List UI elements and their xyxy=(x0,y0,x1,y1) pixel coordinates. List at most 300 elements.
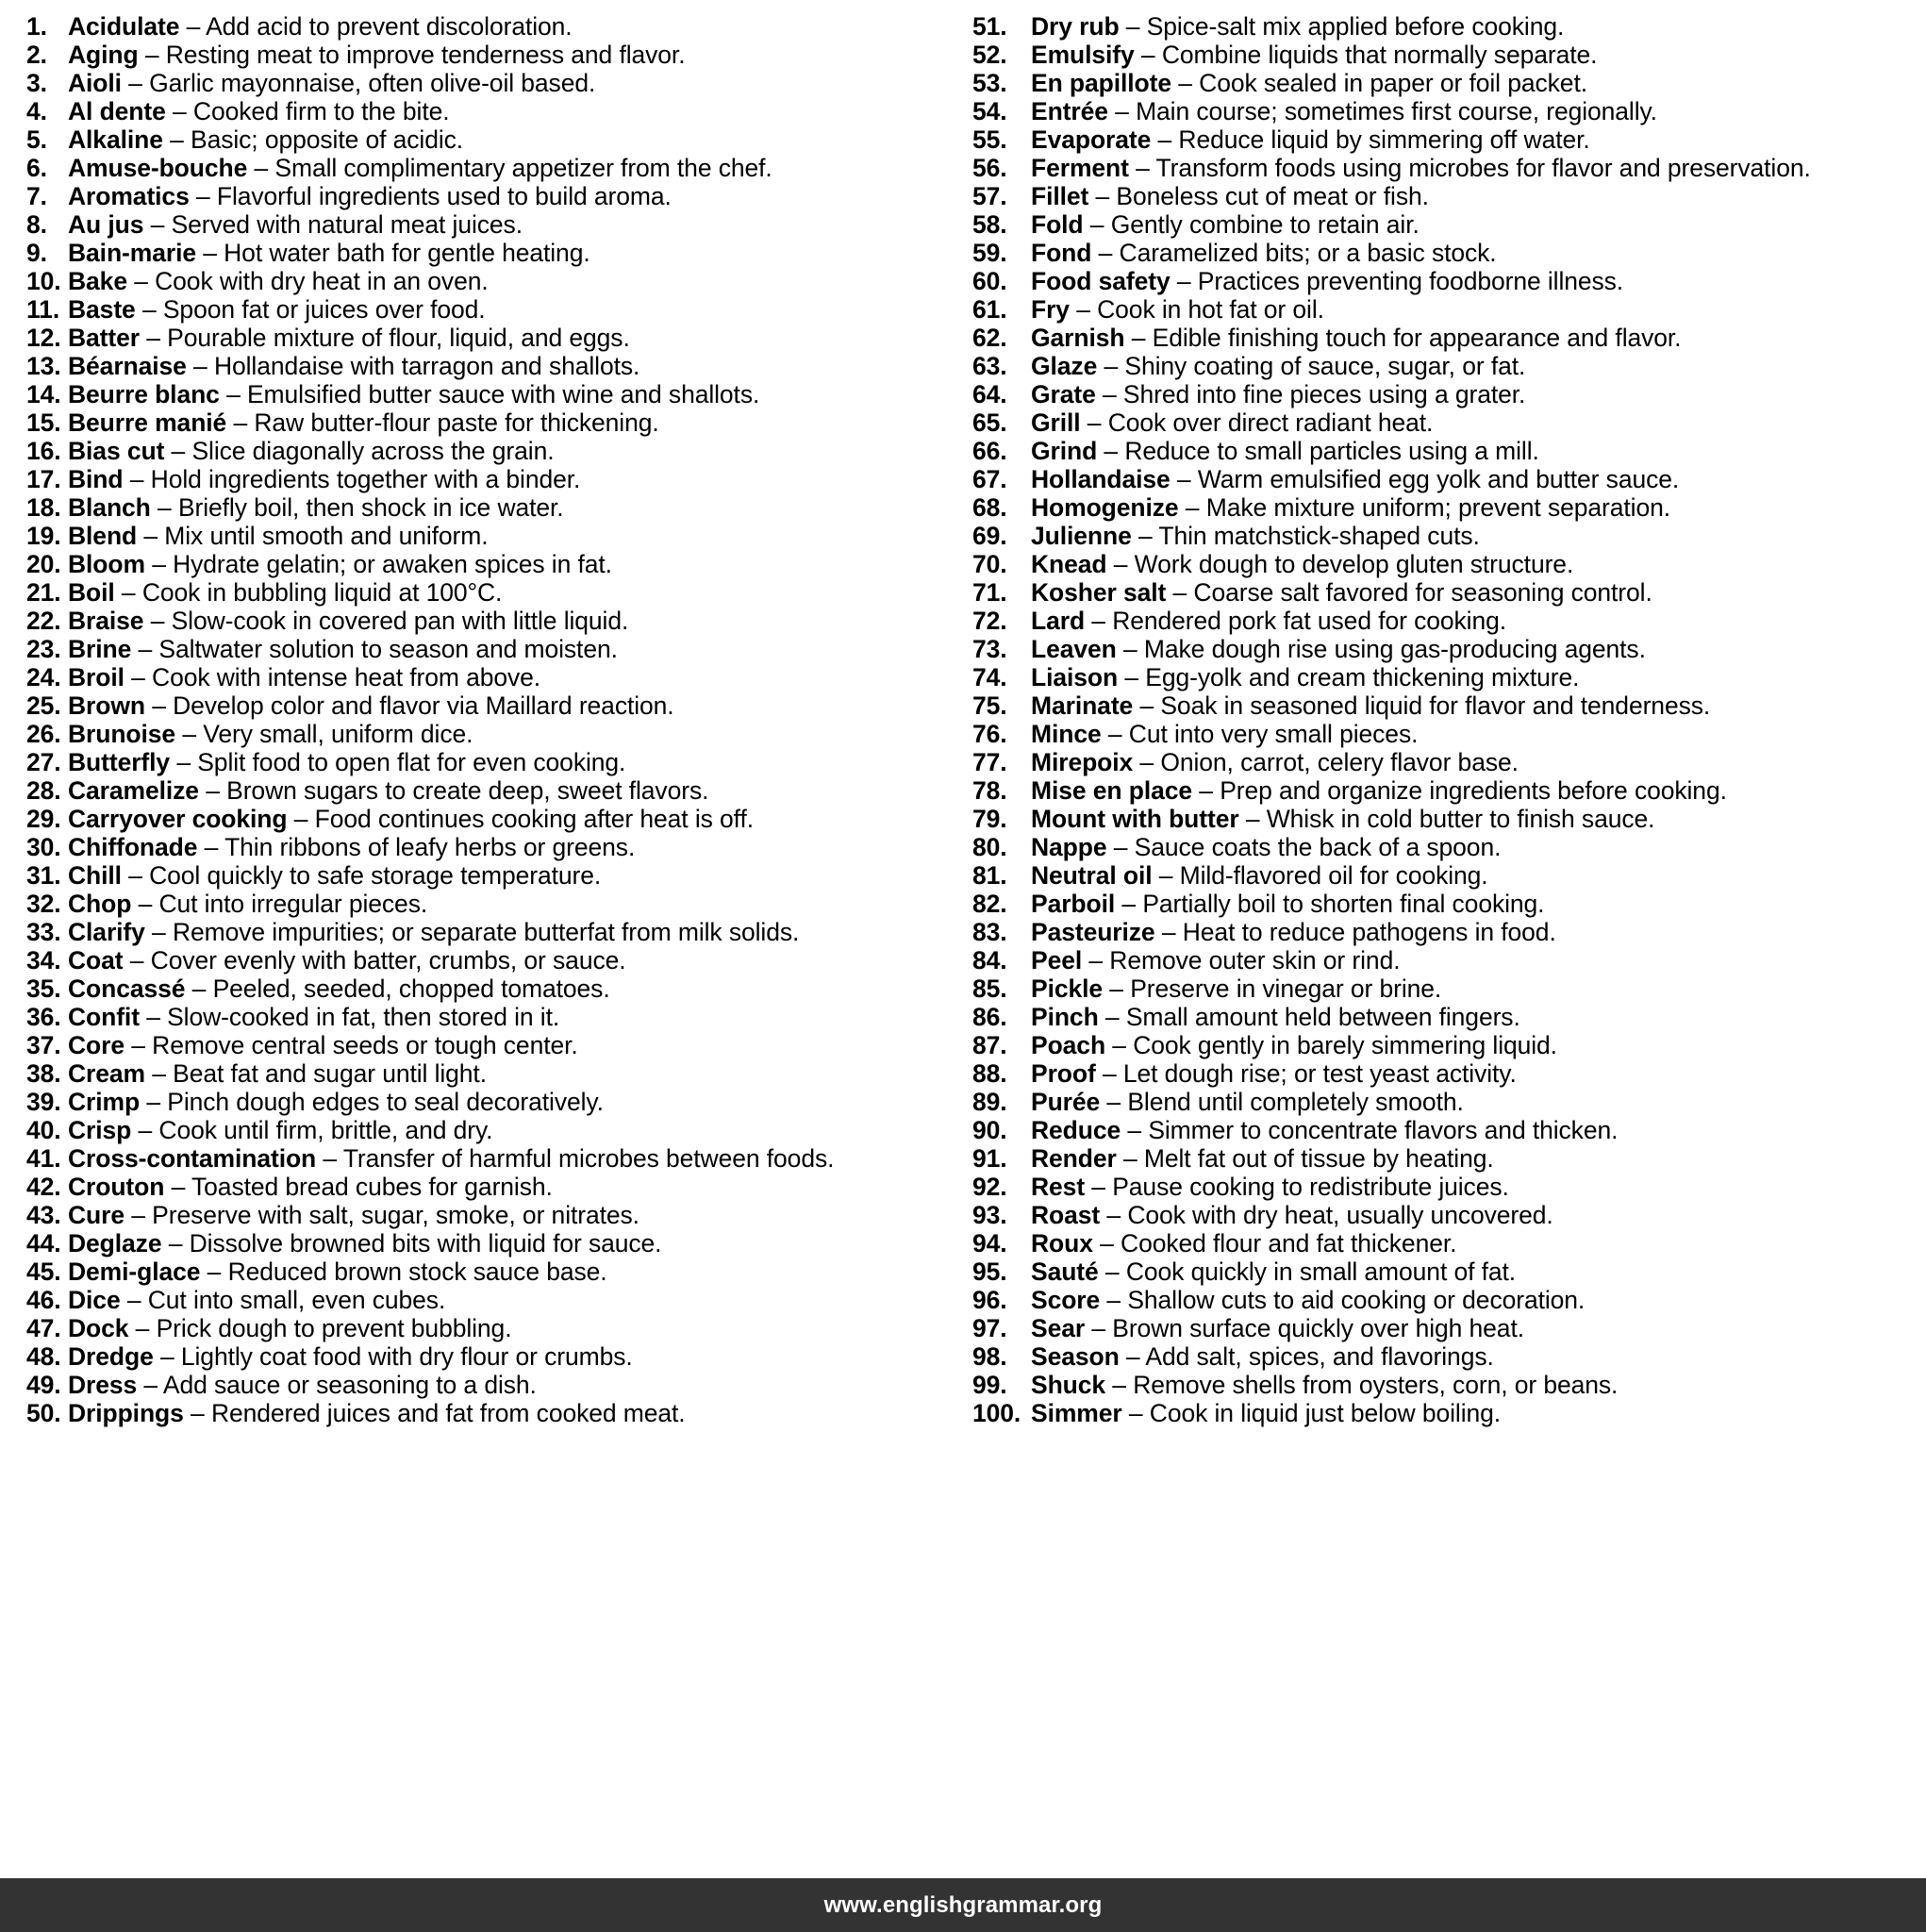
glossary-item-definition: Cooked firm to the bite. xyxy=(192,97,450,125)
glossary-item-body xyxy=(68,1173,553,1201)
glossary-item-definition: Very small, uniform dice. xyxy=(203,720,473,748)
glossary-item-number: 42. xyxy=(26,1173,61,1201)
glossary-item xyxy=(26,1257,948,1286)
glossary-item-number: 3. xyxy=(26,69,47,97)
glossary-item-dash: – xyxy=(1128,154,1156,182)
glossary-item-body xyxy=(68,890,427,918)
footer-bar xyxy=(0,1878,1926,1932)
glossary-item-body xyxy=(1031,210,1420,239)
glossary-item xyxy=(972,805,1926,833)
glossary-item-term: Au jus xyxy=(68,210,144,239)
glossary-item-number: 82. xyxy=(972,890,1007,918)
glossary-item-definition: Blend until completely smooth. xyxy=(1127,1088,1464,1116)
glossary-item-number: 40. xyxy=(26,1116,61,1144)
glossary-item xyxy=(972,663,1926,691)
glossary-item-body xyxy=(68,1229,661,1257)
glossary-item-term: Béarnaise xyxy=(68,352,187,380)
glossary-item-number: 96. xyxy=(972,1286,1007,1314)
glossary-item-dash: – xyxy=(150,493,178,522)
glossary-item-term: Coat xyxy=(68,946,124,974)
glossary-item-dash: – xyxy=(1154,918,1183,946)
glossary-item-number: 88. xyxy=(972,1059,1007,1088)
glossary-item-term: Drippings xyxy=(68,1399,184,1427)
glossary-item-body xyxy=(68,1031,578,1059)
glossary-item-dash: – xyxy=(165,97,193,125)
glossary-item-number: 53. xyxy=(972,69,1007,97)
glossary-item-dash: – xyxy=(1085,1314,1113,1342)
glossary-item-definition: Flavorful ingredients used to build aroma. xyxy=(216,182,672,210)
glossary-item-term: Nappe xyxy=(1031,833,1107,861)
glossary-item-term: Reduce xyxy=(1031,1116,1121,1144)
glossary-item-definition: Cook until firm, brittle, and dry. xyxy=(158,1116,493,1144)
glossary-item xyxy=(972,408,1926,437)
glossary-item xyxy=(26,550,948,578)
glossary-item-definition: Reduced brown stock sauce base. xyxy=(227,1257,607,1286)
glossary-item-term: Garnish xyxy=(1031,324,1125,352)
glossary-item-number: 100. xyxy=(972,1399,1021,1427)
glossary-item xyxy=(26,607,948,635)
glossary-item-body xyxy=(68,1003,559,1031)
glossary-item-body xyxy=(1031,890,1544,918)
glossary-item-term: Butterfly xyxy=(68,748,171,776)
glossary-item-term: Knead xyxy=(1031,550,1107,578)
glossary-item-definition: Food continues cooking after heat is off. xyxy=(314,805,754,833)
glossary-item xyxy=(972,1257,1926,1286)
glossary-item-term: Julienne xyxy=(1031,522,1132,550)
glossary-item-dash: – xyxy=(1100,1201,1128,1229)
glossary-item-number: 84. xyxy=(972,946,1007,974)
glossary-item-body xyxy=(1031,1088,1464,1116)
glossary-item-term: Brunoise xyxy=(68,720,176,748)
glossary-item-term: Bias cut xyxy=(68,437,165,465)
glossary-item-number: 36. xyxy=(26,1003,61,1031)
glossary-item-number: 38. xyxy=(26,1059,61,1088)
glossary-item-definition: Cook quickly in small amount of fat. xyxy=(1125,1257,1517,1286)
glossary-item-definition: Boneless cut of meat or fish. xyxy=(1116,182,1429,210)
glossary-item-number: 43. xyxy=(26,1201,61,1229)
glossary-item-number: 55. xyxy=(972,125,1007,154)
glossary-item-number: 98. xyxy=(972,1342,1007,1371)
glossary-item-dash: – xyxy=(1133,748,1161,776)
glossary-item-definition: Slow-cook in covered pan with little liquid. xyxy=(171,607,629,635)
glossary-item-number: 15. xyxy=(26,408,61,437)
glossary-item-definition: Cook sealed in paper or foil packet. xyxy=(1199,69,1587,97)
glossary-item-dash: – xyxy=(153,1342,181,1371)
glossary-item-body xyxy=(1031,352,1525,380)
glossary-item-body xyxy=(1031,69,1587,97)
glossary-item-body xyxy=(68,1399,686,1427)
glossary-item-body xyxy=(68,1286,445,1314)
glossary-item-number: 28. xyxy=(26,776,61,805)
glossary-item-definition: Rendered pork fat used for cooking. xyxy=(1112,607,1507,635)
glossary-item xyxy=(972,295,1926,324)
glossary-item-term: Sauté xyxy=(1031,1257,1099,1286)
glossary-item-definition: Preserve in vinegar or brine. xyxy=(1130,974,1442,1003)
glossary-item-term: Fond xyxy=(1031,239,1092,267)
glossary-item-number: 22. xyxy=(26,607,61,635)
glossary-item-body xyxy=(1031,833,1501,861)
glossary-item xyxy=(972,154,1926,182)
glossary-item-number: 39. xyxy=(26,1088,61,1116)
glossary-item-dash: – xyxy=(124,1201,153,1229)
glossary-item-body xyxy=(1031,1144,1494,1173)
glossary-item-term: Al dente xyxy=(68,97,166,125)
glossary-item-definition: Thin ribbons of leafy herbs or greens. xyxy=(224,833,636,861)
glossary-item-body xyxy=(68,352,639,380)
glossary-item-term: Amuse-bouche xyxy=(68,154,248,182)
glossary-item-body xyxy=(68,691,674,720)
glossary-item-dash: – xyxy=(1178,493,1206,522)
glossary-item-body xyxy=(68,210,523,239)
glossary-item-definition: Sauce coats the back of a spoon. xyxy=(1134,833,1502,861)
glossary-item xyxy=(972,352,1926,380)
glossary-item-dash: – xyxy=(170,748,198,776)
glossary-item-term: Aromatics xyxy=(68,182,190,210)
glossary-item-term: Score xyxy=(1031,1286,1101,1314)
glossary-item-dash: – xyxy=(137,522,165,550)
glossary-item-term: Lard xyxy=(1031,607,1086,635)
glossary-item xyxy=(26,1371,948,1399)
glossary-item-definition: Prep and organize ingredients before cooking. xyxy=(1220,776,1727,805)
glossary-item-definition: Resting meat to improve tenderness and flavor. xyxy=(165,41,686,69)
glossary-item-term: Dry rub xyxy=(1031,12,1120,41)
glossary-item-body xyxy=(1031,408,1433,437)
glossary-item xyxy=(972,578,1926,607)
glossary-item-number: 23. xyxy=(26,635,61,663)
glossary-item-body xyxy=(1031,663,1579,691)
glossary-item-number: 62. xyxy=(972,324,1007,352)
glossary-item-body xyxy=(1031,380,1525,408)
glossary-item-dash: – xyxy=(124,1031,153,1059)
glossary-item xyxy=(26,1201,948,1229)
glossary-item-dash: – xyxy=(287,805,315,833)
glossary-item-definition: Shallow cuts to aid cooking or decoration. xyxy=(1127,1286,1586,1314)
glossary-item-dash: – xyxy=(131,635,159,663)
glossary-item-definition: Onion, carrot, celery flavor base. xyxy=(1160,748,1519,776)
glossary-item-dash: – xyxy=(1105,1371,1134,1399)
glossary-item-definition: Hydrate gelatin; or awaken spices in fat. xyxy=(173,550,612,578)
glossary-item-definition: Cut into small, even cubes. xyxy=(147,1286,446,1314)
glossary-item-definition: Thin matchstick-shaped cuts. xyxy=(1158,522,1480,550)
glossary-item xyxy=(26,720,948,748)
glossary-item-number: 16. xyxy=(26,437,61,465)
glossary-item-dash: – xyxy=(189,182,217,210)
glossary-item-body xyxy=(1031,1257,1516,1286)
glossary-item-dash: – xyxy=(1100,1286,1128,1314)
glossary-item-dash: – xyxy=(120,1286,148,1314)
glossary-item-dash: – xyxy=(1098,1257,1126,1286)
glossary-item-definition: Caramelized bits; or a basic stock. xyxy=(1119,239,1497,267)
glossary-item-definition: Warm emulsified egg yolk and butter sauce. xyxy=(1197,465,1680,493)
glossary-item-number: 8. xyxy=(26,210,47,239)
glossary-item xyxy=(26,210,948,239)
glossary-item-definition: Mild-flavored oil for cooking. xyxy=(1179,861,1488,890)
glossary-item xyxy=(26,776,948,805)
glossary-item-number: 26. xyxy=(26,720,61,748)
glossary-item-definition: Slow-cooked in fat, then stored in it. xyxy=(167,1003,560,1031)
glossary-item-term: Evaporate xyxy=(1031,125,1152,154)
glossary-item-definition: Spoon fat or juices over food. xyxy=(162,295,486,324)
glossary-item xyxy=(972,890,1926,918)
glossary-item-number: 67. xyxy=(972,465,1007,493)
glossary-item xyxy=(26,437,948,465)
glossary-item-number: 7. xyxy=(26,182,47,210)
glossary-column-left xyxy=(0,0,948,1427)
glossary-item-number: 94. xyxy=(972,1229,1007,1257)
glossary-item-body xyxy=(1031,437,1539,465)
glossary-item xyxy=(26,182,948,210)
glossary-item-dash: – xyxy=(1082,946,1110,974)
glossary-item-body xyxy=(1031,607,1506,635)
glossary-item-dash: – xyxy=(1101,720,1129,748)
glossary-item-body xyxy=(68,946,626,974)
glossary-item-body xyxy=(1031,125,1590,154)
glossary-item-term: Brown xyxy=(68,691,145,720)
glossary-item-dash: – xyxy=(1121,1399,1150,1427)
glossary-item-body xyxy=(68,805,754,833)
glossary-item xyxy=(26,522,948,550)
glossary-item-dash: – xyxy=(1118,663,1146,691)
glossary-item-definition: Raw butter-flour paste for thickening. xyxy=(254,408,659,437)
glossary-item xyxy=(26,946,948,974)
glossary-item xyxy=(972,1201,1926,1229)
glossary-item-body xyxy=(68,267,489,295)
glossary-item-body xyxy=(68,12,573,41)
glossary-item xyxy=(26,1144,948,1173)
glossary-item-number: 73. xyxy=(972,635,1007,663)
glossary-item-term: Acidulate xyxy=(68,12,180,41)
glossary-item-dash: – xyxy=(1151,125,1179,154)
glossary-item-definition: Main course; sometimes first course, regionally. xyxy=(1136,97,1657,125)
glossary-item-number: 41. xyxy=(26,1144,61,1173)
glossary-item-dash: – xyxy=(1080,408,1108,437)
glossary-item-definition: Dissolve browned bits with liquid for sauce. xyxy=(189,1229,662,1257)
glossary-item-definition: Add sauce or seasoning to a dish. xyxy=(162,1371,537,1399)
glossary-item-dash: – xyxy=(135,295,163,324)
glossary-item-definition: Prick dough to prevent bubbling. xyxy=(156,1314,512,1342)
glossary-item-number: 77. xyxy=(972,748,1007,776)
glossary-item xyxy=(26,154,948,182)
glossary-list-left xyxy=(26,12,948,1427)
glossary-item-number: 27. xyxy=(26,748,61,776)
glossary-item xyxy=(26,918,948,946)
glossary-item-definition: Cut into very small pieces. xyxy=(1128,720,1419,748)
glossary-item-number: 83. xyxy=(972,918,1007,946)
glossary-item-number: 81. xyxy=(972,861,1007,890)
glossary-item xyxy=(26,1116,948,1144)
glossary-item-term: Grill xyxy=(1031,408,1081,437)
glossary-item-number: 25. xyxy=(26,691,61,720)
glossary-item-number: 29. xyxy=(26,805,61,833)
glossary-item xyxy=(972,607,1926,635)
glossary-item-dash: – xyxy=(137,1371,163,1399)
glossary-item-term: Roast xyxy=(1031,1201,1101,1229)
glossary-item-term: Grate xyxy=(1031,380,1096,408)
glossary-item-body xyxy=(1031,918,1556,946)
glossary-item-term: Peel xyxy=(1031,946,1083,974)
glossary-item-dash: – xyxy=(1098,1003,1126,1031)
glossary-item xyxy=(972,125,1926,154)
glossary-item-body xyxy=(68,493,564,522)
glossary-item-term: Blend xyxy=(68,522,138,550)
glossary-item-term: Caramelize xyxy=(68,776,199,805)
glossary-item xyxy=(972,974,1926,1003)
glossary-item-dash: – xyxy=(1192,776,1220,805)
glossary-item-term: Pasteurize xyxy=(1031,918,1155,946)
glossary-item xyxy=(26,890,948,918)
glossary-item xyxy=(972,69,1926,97)
glossary-item xyxy=(972,1088,1926,1116)
glossary-item-body xyxy=(68,918,799,946)
glossary-item-dash: – xyxy=(162,125,191,154)
glossary-item xyxy=(972,210,1926,239)
glossary-item xyxy=(972,946,1926,974)
glossary-item-dash: – xyxy=(1085,607,1113,635)
glossary-item-body xyxy=(68,1257,607,1286)
glossary-item-term: Shuck xyxy=(1031,1371,1106,1399)
glossary-item xyxy=(972,12,1926,41)
glossary-item-dash: – xyxy=(1095,380,1123,408)
glossary-item-number: 19. xyxy=(26,522,61,550)
glossary-item-dash: – xyxy=(316,1144,343,1173)
glossary-item-term: Glaze xyxy=(1031,352,1098,380)
glossary-item-number: 9. xyxy=(26,239,47,267)
glossary-item-body xyxy=(1031,974,1441,1003)
glossary-item-term: Demi-glace xyxy=(68,1257,201,1286)
glossary-item-term: Pinch xyxy=(1031,1003,1099,1031)
glossary-item-term: Sear xyxy=(1031,1314,1086,1342)
glossary-item-body xyxy=(68,776,708,805)
glossary-item-dash: – xyxy=(179,12,207,41)
glossary-item-body xyxy=(68,1201,639,1229)
glossary-item-term: Core xyxy=(68,1031,125,1059)
glossary-item-number: 72. xyxy=(972,607,1007,635)
glossary-item-dash: – xyxy=(1152,861,1180,890)
glossary-item-term: Parboil xyxy=(1031,890,1116,918)
glossary-item-definition: Coarse salt favored for seasoning control. xyxy=(1193,578,1652,607)
glossary-item-definition: Work dough to develop gluten structure. xyxy=(1134,550,1574,578)
glossary-item-body xyxy=(1031,1314,1524,1342)
glossary-item-number: 57. xyxy=(972,182,1007,210)
glossary-item-number: 34. xyxy=(26,946,61,974)
glossary-item xyxy=(972,97,1926,125)
glossary-item-dash: – xyxy=(226,408,255,437)
glossary-item-definition: Cool quickly to safe storage temperature. xyxy=(149,861,602,890)
glossary-item-term: Dice xyxy=(68,1286,121,1314)
glossary-item-dash: – xyxy=(1069,295,1098,324)
glossary-item-definition: Pinch dough edges to seal decoratively. xyxy=(167,1088,604,1116)
glossary-item-dash: – xyxy=(1097,352,1125,380)
glossary-item-body xyxy=(68,465,580,493)
glossary-item-body xyxy=(1031,748,1519,776)
glossary-item-term: Season xyxy=(1031,1342,1120,1371)
glossary-item-dash: – xyxy=(175,720,204,748)
glossary-item-number: 20. xyxy=(26,550,61,578)
glossary-item-dash: – xyxy=(123,465,151,493)
glossary-item-dash: – xyxy=(197,833,225,861)
glossary-item-term: Entrée xyxy=(1031,97,1108,125)
glossary-item-term: Neutral oil xyxy=(1031,861,1153,890)
footer-url[interactable]: www.englishgrammar.org xyxy=(823,1891,1103,1918)
glossary-item xyxy=(26,1173,948,1201)
glossary-item-definition: Small complimentary appetizer from the chef. xyxy=(274,154,772,182)
glossary-item-dash: – xyxy=(1133,691,1161,720)
glossary-item-dash: – xyxy=(198,776,227,805)
glossary-item-number: 58. xyxy=(972,210,1007,239)
glossary-item-body xyxy=(1031,776,1727,805)
glossary-item-body xyxy=(1031,1031,1557,1059)
glossary-item-number: 66. xyxy=(972,437,1007,465)
glossary-item-definition: Remove impurities; or separate butterfat from milk solids. xyxy=(172,918,800,946)
glossary-item xyxy=(972,1116,1926,1144)
glossary-item-term: Cream xyxy=(68,1059,145,1088)
glossary-item-term: Deglaze xyxy=(68,1229,162,1257)
glossary-item xyxy=(26,691,948,720)
glossary-item-dash: – xyxy=(185,974,213,1003)
glossary-item-number: 93. xyxy=(972,1201,1007,1229)
glossary-item-term: Brine xyxy=(68,635,132,663)
glossary-item-definition: Brown sugars to create deep, sweet flavors. xyxy=(226,776,709,805)
glossary-item-definition: Garlic mayonnaise, often olive-oil based. xyxy=(149,69,596,97)
glossary-item-dash: – xyxy=(124,663,153,691)
glossary-item xyxy=(26,861,948,890)
glossary-item xyxy=(26,1059,948,1088)
glossary-item-number: 24. xyxy=(26,663,61,691)
glossary-item-number: 45. xyxy=(26,1257,61,1286)
glossary-item-dash: – xyxy=(144,691,174,720)
glossary-item-body xyxy=(68,522,489,550)
glossary-item-body xyxy=(1031,239,1497,267)
glossary-item-definition: Partially boil to shorten final cooking. xyxy=(1142,890,1545,918)
glossary-item-number: 97. xyxy=(972,1314,1007,1342)
glossary-item-dash: – xyxy=(140,1088,168,1116)
glossary-item xyxy=(972,1059,1926,1088)
glossary-item-dash: – xyxy=(121,861,150,890)
glossary-item-definition: Hollandaise with tarragon and shallots. xyxy=(213,352,640,380)
glossary-item-body xyxy=(1031,493,1670,522)
glossary-item-body xyxy=(1031,720,1418,748)
glossary-item-number: 49. xyxy=(26,1371,61,1399)
glossary-item-definition: Cook with intense heat from above. xyxy=(152,663,541,691)
glossary-item-body xyxy=(1031,295,1324,324)
glossary-item-body xyxy=(68,324,630,352)
glossary-item-dash: – xyxy=(1097,437,1125,465)
glossary-item-term: Dredge xyxy=(68,1342,154,1371)
glossary-item-body xyxy=(68,408,659,437)
glossary-item-dash: – xyxy=(1100,1088,1128,1116)
glossary-item-dash: – xyxy=(1116,635,1144,663)
glossary-item-term: Crimp xyxy=(68,1088,141,1116)
glossary-item-dash: – xyxy=(1134,41,1162,69)
glossary-item-number: 21. xyxy=(26,578,61,607)
glossary-item-body xyxy=(1031,578,1652,607)
glossary-item-term: Bloom xyxy=(68,550,145,578)
glossary-item xyxy=(972,720,1926,748)
glossary-item-number: 31. xyxy=(26,861,61,890)
glossary-item-dash: – xyxy=(128,1314,157,1342)
glossary-item-term: Mirepoix xyxy=(1031,748,1134,776)
glossary-item xyxy=(26,974,948,1003)
glossary-item-body xyxy=(1031,691,1710,720)
glossary-item-dash: – xyxy=(1124,324,1153,352)
glossary-item-definition: Toasted bread cubes for garnish. xyxy=(191,1173,553,1201)
glossary-item-term: Purée xyxy=(1031,1088,1101,1116)
glossary-item xyxy=(26,1088,948,1116)
glossary-item-term: Aioli xyxy=(68,69,122,97)
glossary-item-dash: – xyxy=(1095,1059,1123,1088)
glossary-item-number: 48. xyxy=(26,1342,61,1371)
glossary-item-term: Roux xyxy=(1031,1229,1093,1257)
